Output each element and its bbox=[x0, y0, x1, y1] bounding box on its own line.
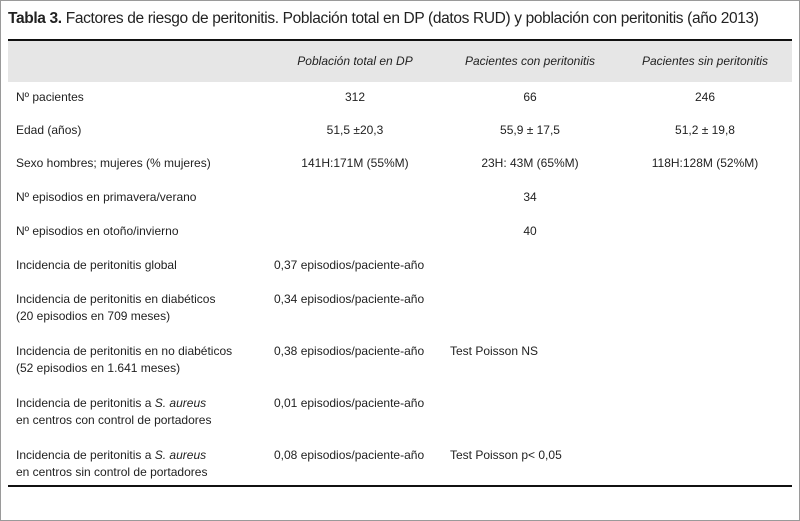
row-label: Incidencia de peritonitis en diabéticos bbox=[16, 292, 216, 306]
row-label: Nº episodios en otoño/invierno bbox=[16, 224, 179, 238]
cell-total: 312 bbox=[344, 90, 366, 104]
row-label: Incidencia de peritonitis en no diabéticos bbox=[16, 344, 233, 358]
cell-con: 66 bbox=[523, 90, 537, 104]
row-label: Edad (años) bbox=[16, 123, 82, 137]
row-label bbox=[16, 394, 266, 412]
cell-sin: 118H:128M (52%M) bbox=[651, 156, 759, 170]
cell-con: 55,9 ± 17,5 bbox=[500, 123, 560, 137]
cell-total: 0,08 episodios/paciente-año bbox=[274, 448, 425, 462]
row-label: Incidencia de peritonitis global bbox=[16, 258, 177, 272]
header-con-peritonitis: Pacientes con peritonitis bbox=[464, 54, 596, 68]
cell-con: Test Poisson p< 0,05 bbox=[450, 448, 562, 462]
row-label: Nº pacientes bbox=[16, 90, 84, 104]
cell-total: 0,34 episodios/paciente-año bbox=[274, 292, 425, 306]
cell-total: 0,37 episodios/paciente-año bbox=[274, 258, 425, 272]
cell-total: 0,01 episodios/paciente-año bbox=[274, 396, 425, 410]
cell-sin: 246 bbox=[694, 90, 716, 104]
cell-con: Test Poisson NS bbox=[450, 344, 539, 358]
row-label: Nº episodios en primavera/verano bbox=[16, 190, 197, 204]
header-poblacion-total: Población total en DP bbox=[297, 54, 413, 68]
cell-total: 141H:171M (55%M) bbox=[301, 156, 409, 170]
cell-con: 40 bbox=[523, 224, 537, 238]
row-label-species: S. aureus bbox=[154, 396, 207, 410]
cell-sin: 51,2 ± 19,8 bbox=[675, 123, 735, 137]
row-label-sub: en centros sin control de portadores bbox=[16, 465, 208, 479]
row-label-text: Incidencia de peritonitis a bbox=[16, 396, 155, 410]
cell-total: 51,5 ±20,3 bbox=[326, 123, 384, 137]
cell-con: 34 bbox=[523, 190, 537, 204]
row-label-species: S. aureus bbox=[154, 448, 207, 462]
table-caption bbox=[8, 10, 798, 28]
row-label-sub: en centros con control de portadores bbox=[16, 413, 212, 427]
table-number: Tabla 3. bbox=[8, 10, 62, 27]
row-label-sub: (52 episodios en 1.641 meses) bbox=[16, 361, 181, 375]
row-label-sub: (20 episodios en 709 meses) bbox=[16, 309, 171, 323]
row-label: Sexo hombres; mujeres (% mujeres) bbox=[16, 156, 211, 170]
header-sin-peritonitis: Pacientes sin peritonitis bbox=[641, 54, 769, 68]
cell-con: 23H: 43M (65%M) bbox=[481, 156, 579, 170]
bottom-rule bbox=[8, 485, 792, 487]
table-title: Factores de riesgo de peritonitis. Población total en DP (datos RUD) y población con peritonitis (año 2013) bbox=[61, 10, 759, 27]
row-label-text: Incidencia de peritonitis a bbox=[16, 448, 155, 462]
row-label bbox=[16, 446, 266, 464]
cell-total: 0,38 episodios/paciente-año bbox=[274, 344, 425, 358]
